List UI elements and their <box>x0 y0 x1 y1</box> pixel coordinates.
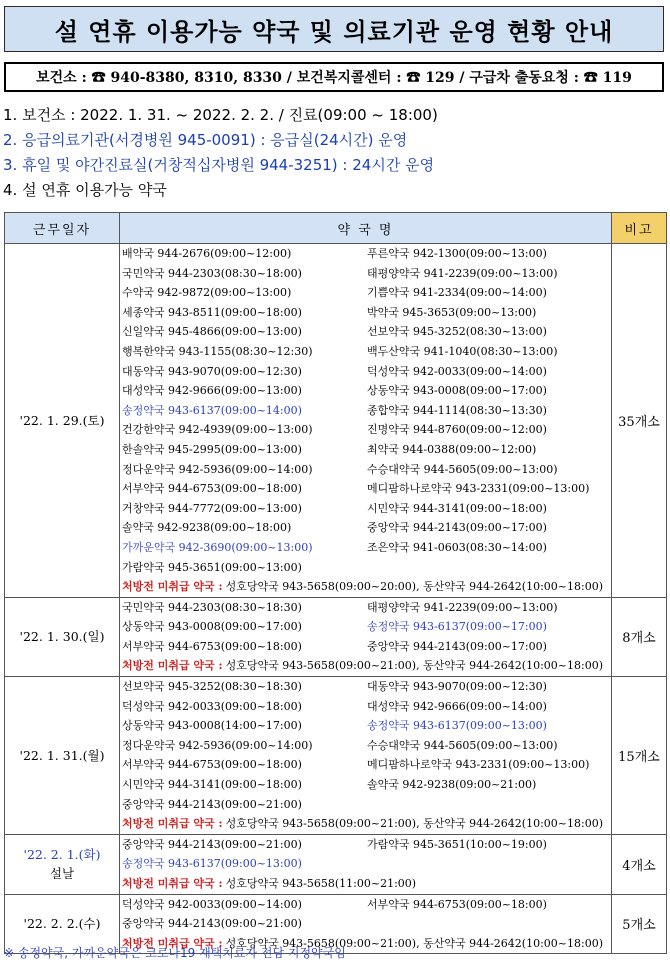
note-health-center: 1. 보건소 : 2022. 1. 31. ~ 2022. 2. 2. / 진료(09:00 ~ 18:00) <box>3 106 438 124</box>
note-pharmacy: 4. 설 연휴 이용가능 약국 <box>3 181 167 199</box>
list-item <box>120 420 611 440</box>
pharmacy-entry: 메디팜하나로약국 943-2331(09:00~13:00) <box>367 482 590 496</box>
pharmacy-entry: 상동약국 943-0008(14:00~17:00) <box>122 719 302 733</box>
pharmacy-entry: 행복한약국 943-1155(08:30~12:30) <box>122 344 313 358</box>
work-date-cell <box>5 244 120 598</box>
page-title: 설 연휴 이용가능 약국 및 의료기관 운영 현황 안내 <box>54 17 614 46</box>
pharmacy-entry: 신일약국 945-4866(09:00~13:00) <box>122 325 302 339</box>
pharmacy-count: 8개소 <box>612 597 667 676</box>
pharmacy-entry: 정다운약국 942-5936(09:00~14:00) <box>122 462 313 476</box>
non-prescription-pharmacies: 성호당약국 943-5658(09:00~21:00), 동산약국 944-2642(10:00~18:00) <box>225 936 603 950</box>
pharmacy-entry: 대동약국 943-9070(09:00~12:30) <box>367 680 547 694</box>
non-prescription-row <box>120 874 611 894</box>
pharmacy-entry: 가까운약국 942-3690(09:00~13:00) <box>122 540 313 554</box>
list-item <box>120 716 611 736</box>
pharmacy-list-cell <box>120 677 612 835</box>
work-date: '22. 2. 1.(화) <box>23 847 101 863</box>
pharmacy-entry: 배약국 944-2676(09:00~12:00) <box>122 247 292 260</box>
header-note: 비고 <box>612 213 667 244</box>
pharmacy-entry: 대동약국 943-9070(09:00~12:30) <box>122 364 302 378</box>
pharmacy-entry: 수약국 942-9872(09:00~13:00) <box>122 286 292 300</box>
pharmacy-list-cell <box>120 244 612 598</box>
note-emergency: 2. 응급의료기관(서경병원 945-0091) : 응급실(24시간) 운영 <box>3 131 408 149</box>
work-date: '22. 1. 30.(일) <box>19 629 105 645</box>
list-item <box>120 854 611 874</box>
pharmacy-table <box>4 212 667 954</box>
list-item <box>120 264 611 284</box>
list-item <box>120 244 611 264</box>
contact-text: 보건소 : ☎ 940-8380, 8310, 8330 / 보건복지콜센터 : ☎ 129 / 구급차 출동요청 : ☎ 119 <box>36 70 632 86</box>
work-date: '22. 1. 31.(월) <box>19 747 105 763</box>
list-item <box>120 558 611 578</box>
holiday-label: 설날 <box>49 866 75 882</box>
pharmacy-entry: 조은약국 941-0603(08:30~14:00) <box>367 540 547 554</box>
pharmacy-entry: 한솔약국 945-2995(09:00~13:00) <box>122 442 302 456</box>
pharmacy-entry: 덕성약국 942-0033(09:00~18:00) <box>122 699 302 713</box>
pharmacy-entry: 선보약국 945-3252(08:30~13:00) <box>367 325 547 339</box>
list-item <box>120 795 611 815</box>
pharmacy-entry: 태평양약국 941-2239(09:00~13:00) <box>367 600 558 614</box>
list-item <box>120 479 611 499</box>
non-prescription-label: 처방전 미취급 약국 : <box>122 936 223 950</box>
non-prescription-row <box>120 577 611 597</box>
non-prescription-label: 처방전 미취급 약국 : <box>122 580 223 594</box>
pharmacy-entry: 국민약국 944-2303(08:30~18:30) <box>122 600 302 614</box>
pharmacy-entry: 솔약국 942-9238(09:00~18:00) <box>122 521 292 535</box>
list-item <box>120 322 611 342</box>
pharmacy-entry: 상동약국 943-0008(09:00~17:00) <box>122 620 302 634</box>
title-banner <box>4 6 664 52</box>
list-item <box>120 499 611 519</box>
pharmacy-entry: 대성약국 942-9666(09:00~13:00) <box>122 384 302 398</box>
pharmacy-entry: 시민약국 944-3141(09:00~18:00) <box>367 501 547 515</box>
pharmacy-entry: 진명약국 944-8760(09:00~12:00) <box>367 423 547 437</box>
pharmacy-list-cell <box>120 834 612 894</box>
pharmacy-entry <box>367 854 611 874</box>
non-prescription-pharmacies: 성호당약국 943-5658(11:00~21:00) <box>225 877 417 890</box>
table-row <box>5 677 667 835</box>
non-prescription-pharmacies: 성호당약국 943-5658(09:00~21:00), 동산약국 944-2642(10:00~18:00) <box>225 659 603 673</box>
pharmacy-entry: 덕성약국 942-0033(09:00~14:00) <box>122 897 302 911</box>
pharmacy-entry: 국민약국 944-2303(08:30~18:00) <box>122 266 302 280</box>
pharmacy-entry: 송정약국 943-6137(09:00~13:00) <box>367 719 547 733</box>
pharmacy-entry: 상동약국 943-0008(09:00~17:00) <box>367 384 547 398</box>
pharmacy-entry: 덕성약국 942-0033(09:00~14:00) <box>367 364 547 378</box>
pharmacy-entry: 대성약국 942-9666(09:00~14:00) <box>367 699 547 713</box>
pharmacy-entry: 건강한약국 942-4939(09:00~13:00) <box>122 423 313 437</box>
table-row <box>5 244 667 598</box>
header-date: 근무일자 <box>5 213 120 244</box>
list-item <box>120 342 611 362</box>
pharmacy-entry: 서부약국 944-6753(09:00~18:00) <box>122 639 302 653</box>
pharmacy-entry: 송정약국 943-6137(09:00~17:00) <box>367 620 547 634</box>
work-date-cell <box>5 677 120 835</box>
note-night-clinic: 3. 휴일 및 야간진료실(거창적십자병원 944-3251) : 24시간 운영 <box>3 156 435 174</box>
pharmacy-count: 15개소 <box>612 677 667 835</box>
pharmacy-entry: 가람약국 945-3651(09:00~13:00) <box>122 560 302 574</box>
pharmacy-entry: 최약국 944-0388(09:00~12:00) <box>367 442 537 456</box>
table-row <box>5 834 667 894</box>
pharmacy-entry: 수승대약국 944-5605(09:00~13:00) <box>367 462 558 476</box>
table-body <box>5 244 667 954</box>
pharmacy-entry: 기쁨약국 941-2334(09:00~14:00) <box>367 286 547 300</box>
pharmacy-entry: 서부약국 944-6753(09:00~18:00) <box>367 897 547 911</box>
non-prescription-label: 처방전 미취급 약국 : <box>122 817 223 831</box>
list-item <box>120 440 611 460</box>
list-item <box>120 381 611 401</box>
contact-info <box>4 62 664 92</box>
header-pharmacy: 약 국 명 <box>120 213 612 244</box>
list-item <box>120 895 611 915</box>
list-item <box>120 598 611 618</box>
pharmacy-count: 5개소 <box>612 894 667 954</box>
pharmacy-entry: 거창약국 944-7772(09:00~13:00) <box>122 501 302 515</box>
non-prescription-row <box>120 814 611 834</box>
list-item <box>120 460 611 480</box>
pharmacy-entry: 중앙약국 944-2143(09:00~17:00) <box>367 639 547 653</box>
list-item <box>120 518 611 538</box>
pharmacy-entry: 정다운약국 942-5936(09:00~14:00) <box>122 738 313 752</box>
work-date-cell <box>5 597 120 676</box>
list-item <box>120 303 611 323</box>
pharmacy-entry: 중앙약국 944-2143(09:00~21:00) <box>122 797 302 811</box>
work-date-cell <box>5 834 120 894</box>
pharmacy-entry: 선보약국 945-3252(08:30~18:30) <box>122 680 302 694</box>
pharmacy-entry: 백두산약국 941-1040(08:30~13:00) <box>367 344 558 358</box>
pharmacy-entry: 메디팜하나로약국 943-2331(09:00~13:00) <box>367 758 590 772</box>
pharmacy-entry <box>367 558 611 578</box>
non-prescription-row <box>120 656 611 676</box>
work-date: '22. 1. 29.(토) <box>19 412 105 428</box>
pharmacy-entry: 세종약국 943-8511(09:00~18:00) <box>122 305 302 319</box>
list-item <box>120 637 611 657</box>
footer-note: ※ 송정약국, 가까운약국은 코로나19 재택치료자 전담 지정약국임 <box>4 946 346 960</box>
list-item <box>120 617 611 637</box>
pharmacy-count: 4개소 <box>612 834 667 894</box>
non-prescription-label: 처방전 미취급 약국 : <box>122 659 223 673</box>
list-item <box>120 283 611 303</box>
pharmacy-entry: 수승대약국 944-5605(09:00~13:00) <box>367 738 558 752</box>
list-item <box>120 755 611 775</box>
list-item <box>120 401 611 421</box>
list-item <box>120 775 611 795</box>
pharmacy-entry: 시민약국 944-3141(09:00~18:00) <box>122 778 302 792</box>
list-item <box>120 677 611 697</box>
pharmacy-entry: 송정약국 943-6137(09:00~14:00) <box>122 403 302 417</box>
list-item <box>120 736 611 756</box>
non-prescription-label: 처방전 미취급 약국 : <box>122 877 223 890</box>
list-item <box>120 914 611 934</box>
pharmacy-list-cell <box>120 597 612 676</box>
list-item <box>120 538 611 558</box>
pharmacy-entry: 푸른약국 942-1300(09:00~13:00) <box>367 247 547 260</box>
pharmacy-entry: 서부약국 944-6753(09:00~18:00) <box>122 482 302 496</box>
non-prescription-pharmacies: 성호당약국 943-5658(09:00~21:00), 동산약국 944-2642(10:00~18:00) <box>225 817 603 831</box>
pharmacy-entry: 서부약국 944-6753(09:00~18:00) <box>122 758 302 772</box>
notes-list <box>3 103 667 203</box>
non-prescription-pharmacies: 성호당약국 943-5658(09:00~20:00), 동산약국 944-2642(10:00~18:00) <box>225 580 603 594</box>
pharmacy-entry: 박약국 945-3653(09:00~13:00) <box>367 305 537 319</box>
list-item <box>120 362 611 382</box>
table-header-row <box>5 213 667 244</box>
list-item <box>120 835 611 855</box>
pharmacy-entry: 중앙약국 944-2143(09:00~21:00) <box>122 917 302 931</box>
pharmacy-entry <box>367 914 611 934</box>
pharmacy-entry <box>367 795 611 815</box>
pharmacy-count: 35개소 <box>612 244 667 598</box>
pharmacy-entry: 중앙약국 944-2143(09:00~17:00) <box>367 521 547 535</box>
pharmacy-entry: 가람약국 945-3651(10:00~19:00) <box>367 837 547 851</box>
pharmacy-entry: 태평양약국 941-2239(09:00~13:00) <box>367 266 558 280</box>
pharmacy-entry: 솔약국 942-9238(09:00~21:00) <box>367 778 537 792</box>
table-row <box>5 597 667 676</box>
pharmacy-entry: 종합약국 944-1114(08:30~13:30) <box>367 403 547 417</box>
work-date: '22. 2. 2.(수) <box>23 916 101 932</box>
pharmacy-entry: 송정약국 943-6137(09:00~13:00) <box>122 857 302 871</box>
pharmacy-entry: 중앙약국 944-2143(09:00~21:00) <box>122 837 302 851</box>
list-item <box>120 697 611 717</box>
